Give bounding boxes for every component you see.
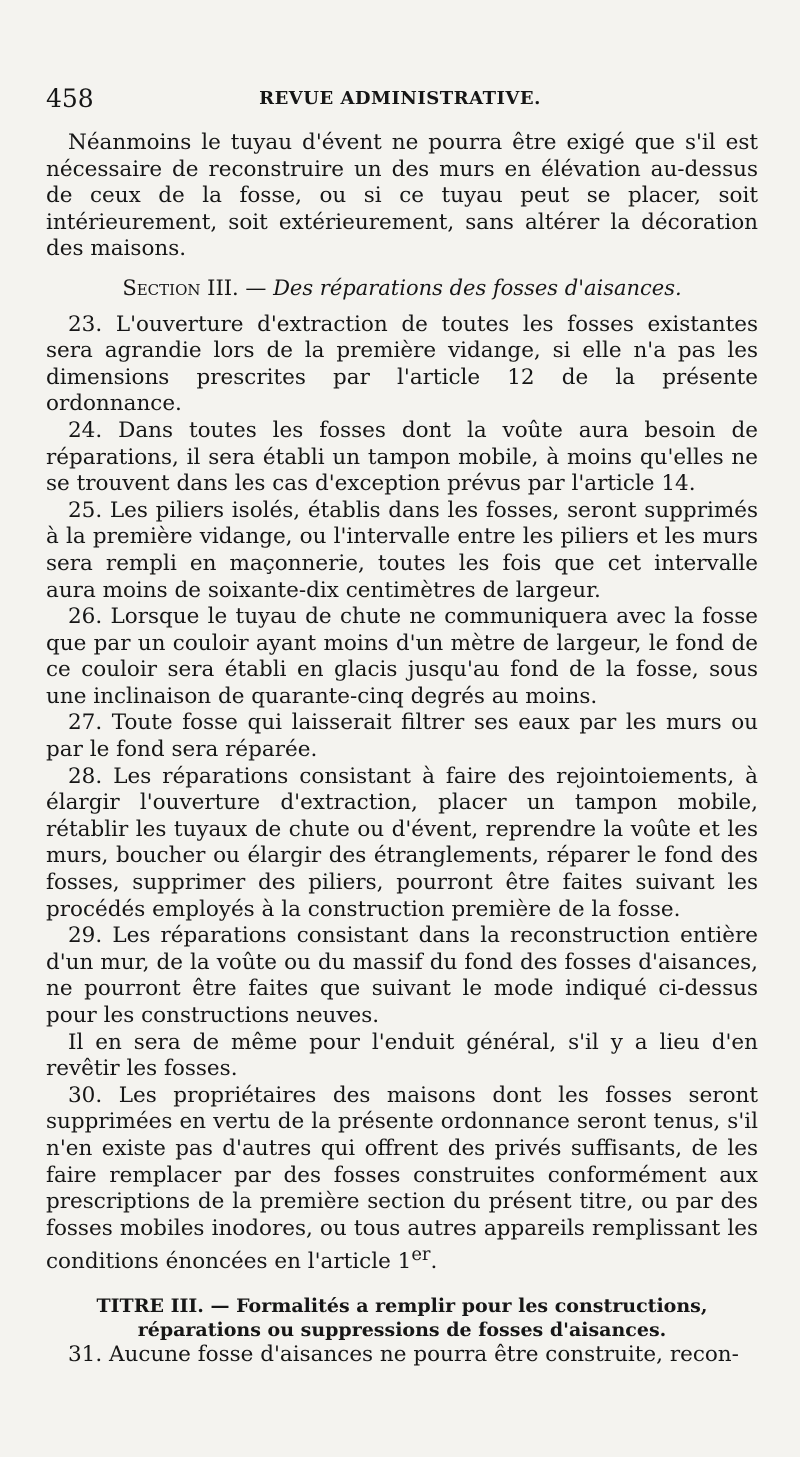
paragraph-intro: Néanmoins le tuyau d'évent ne pourra être exigé que s'il est nécessaire de reconstruire un des murs en élévation au-dessus de ceux de la fosse, ou si ce tuyau peut se placer, soit intérieurement, soit extérieurement, sans altérer la décoration des maisons. xyxy=(46,130,758,262)
article-27: 27. Toute fosse qui laisserait filtrer ses eaux par les murs ou par le fond sera réparée. xyxy=(46,710,758,763)
page-header xyxy=(46,84,754,120)
titre-line: TITRE III. — Formalités a remplir pour les constructions, réparations ou suppressions de fosses d'aisances. xyxy=(96,1295,708,1342)
body-text xyxy=(46,130,758,1369)
article-24: 24. Dans toutes les fosses dont la voûte aura besoin de réparations, il sera établi un tampon mobile, à moins qu'elles ne se trouvent dans les cas d'exception prévus par l'article 14. xyxy=(46,417,758,497)
section-heading xyxy=(46,275,758,302)
article-28: 28. Les réparations consistant à faire des rejointoiements, à élargir l'ouverture d'extraction, placer un tampon mobile, rétablir les tuyaux de chute ou d'évent, reprendre la voûte et les murs, boucher ou élargir des étranglements, réparer le fond des fosses, supprimer des piliers, pourront être faites suivant les procédés employés à la construction première de la fosse. xyxy=(46,763,758,922)
article-29-continued: Il en sera de même pour l'enduit général, s'il y a lieu d'en revêtir les fosses. xyxy=(46,1029,758,1082)
article-30-superscript: er xyxy=(411,1244,431,1266)
page-number: 458 xyxy=(46,84,94,113)
article-26: 26. Lorsque le tuyau de chute ne communiquera avec la fosse que par un couloir ayant moins d'un mètre de largeur, le fond de ce couloir sera établi en glacis jusqu'au fond de la fosse, sous une inclinaison de quarante-cinq degrés au moins. xyxy=(46,604,758,709)
titre-heading xyxy=(46,1294,758,1342)
article-30 xyxy=(46,1083,758,1276)
article-29: 29. Les réparations consistant dans la reconstruction entière d'un mur, de la voûte ou du massif du fond des fosses d'aisances, ne pourront être faites que suivant le mode indiqué ci-dessus pour les constructions neuves. xyxy=(46,923,758,1028)
section-title: Des réparations des fosses d'aisances. xyxy=(273,275,682,300)
article-31: 31. Aucune fosse d'aisances ne pourra être construite, recon- xyxy=(68,1342,739,1368)
article-23: 23. L'ouverture d'extraction de toutes les fosses existantes sera agrandie lors de la première vidange, si elle n'a pas les dimensions prescrites par l'article 12 de la présente ordonnance. xyxy=(46,311,758,417)
running-title: REVUE ADMINISTRATIVE. xyxy=(259,88,541,109)
article-25: 25. Les piliers isolés, établis dans les fosses, seront supprimés à la première vidange, ou l'intervalle entre les piliers et les murs sera rempli en maçonnerie, toutes les fois que cet intervalle aura moins de soixante-dix centimètres de largeur. xyxy=(46,497,758,603)
article-30-text: 30. Les propriétaires des maisons dont les fosses seront supprimées en vertu de la présente ordonnance seront tenus, s'il n'en existe pas d'autres qui offrent des privés suffisants, de les faire remplacer par des fosses construites conformément aux prescriptions de la première section du présent titre, ou par des fosses mobiles inodores, ou tous autres appareils remplissant les conditions énoncées en l'article 1 xyxy=(46,1082,758,1275)
section-label: Section III. xyxy=(122,275,239,300)
article-30-end: . xyxy=(430,1249,438,1275)
section-dash: — xyxy=(238,275,274,300)
